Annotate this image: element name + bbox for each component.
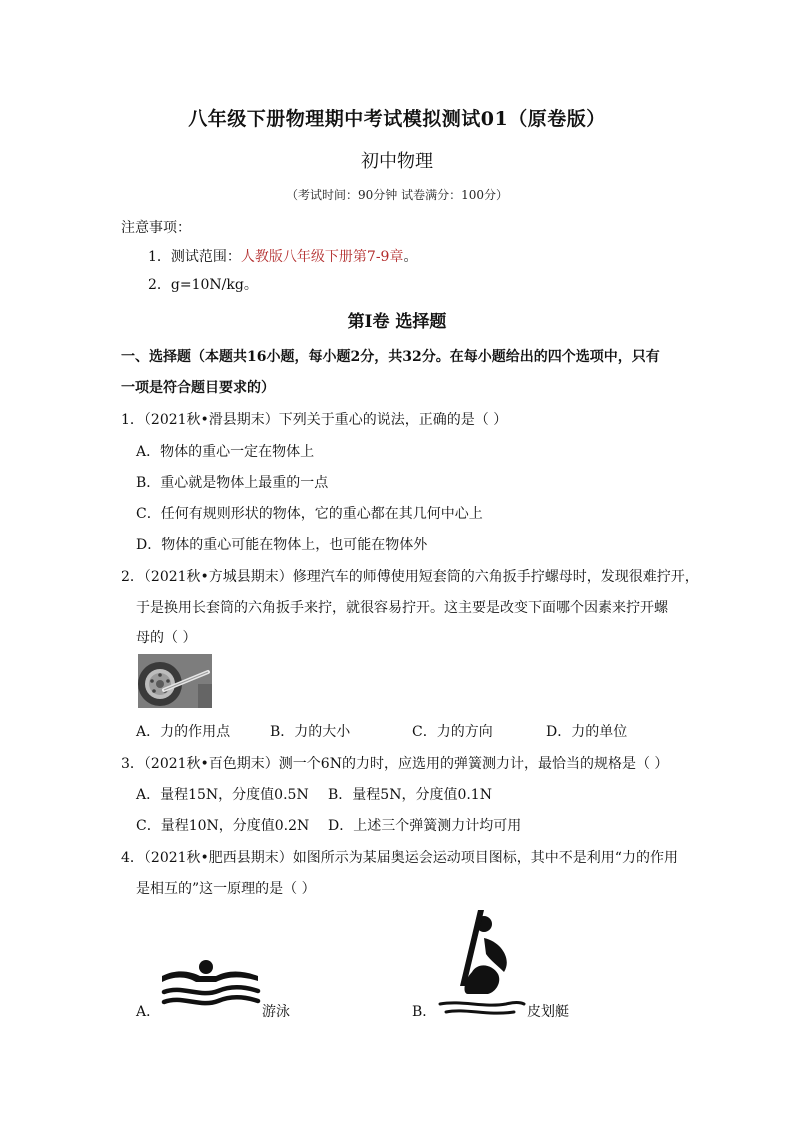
canoe-pictogram-icon <box>432 908 528 1020</box>
question-1-stem: 1．（2021秋•滑县期末）下列关于重心的说法，正确的是（ ） <box>121 412 508 428</box>
question-4-option-b-label: 皮划艇 <box>527 1004 569 1020</box>
question-2-stem-line3: 母的（ ） <box>136 630 197 646</box>
question-2-option-d: D．力的单位 <box>546 724 628 740</box>
note-item-2: 2．g=10N/kg。 <box>148 277 258 293</box>
exam-info: （考试时间：90分钟 试卷满分：100分） <box>286 188 508 202</box>
question-2-stem-line1: 2．（2021秋•方城县期末）修理汽车的师傅使用短套筒的六角扳手拧螺母时，发现很难拧开， <box>121 569 699 585</box>
question-2-option-c: C．力的方向 <box>412 724 493 740</box>
question-4-stem-line1: 4．（2021秋•肥西县期末）如图所示为某届奥运会运动项目图标，其中不是利用“力的作用 <box>121 850 678 866</box>
question-2-option-b: B．力的大小 <box>270 724 351 740</box>
question-1-option-b: B．重心就是物体上最重的一点 <box>136 475 329 491</box>
note-item-1 <box>148 246 417 266</box>
section-intro-line2: 一项是符合题目要求的） <box>121 380 275 396</box>
wrench-on-wheel-photo <box>138 654 212 708</box>
page-subtitle: 初中物理 <box>361 151 433 172</box>
question-3-stem: 3．（2021秋•百色期末）测一个6N的力时，应选用的弹簧测力计，最恰当的规格是（ ） <box>121 756 669 772</box>
question-3-option-b: B．量程5N，分度值0.1N <box>328 787 492 803</box>
note-item-1-prefix: 1．测试范围： <box>148 249 241 265</box>
question-3-option-d: D．上述三个弹簧测力计均可用 <box>328 818 522 834</box>
question-1-option-a: A．物体的重心一定在物体上 <box>136 444 315 460</box>
note-item-1-highlight: 人教版八年级下册第7-9章 <box>240 249 404 265</box>
question-3-option-a: A．量程15N，分度值0.5N <box>136 787 309 803</box>
question-1-option-c: C．任何有规则形状的物体，它的重心都在其几何中心上 <box>136 506 483 522</box>
question-4-option-a-label: 游泳 <box>262 1004 290 1020</box>
question-2-option-a: A．力的作用点 <box>136 724 231 740</box>
section-title: 第Ⅰ卷 选择题 <box>347 312 447 332</box>
swimming-pictogram-icon <box>158 954 264 1020</box>
section-intro-line1: 一、选择题（本题共16小题，每小题2分，共32分。在每小题给出的四个选项中，只有 <box>121 349 660 365</box>
question-4-stem-line2: 是相互的”这一原理的是（ ） <box>136 881 316 897</box>
notes-heading: 注意事项： <box>121 220 191 236</box>
page-title: 八年级下册物理期中考试模拟测试01（原卷版） <box>188 108 606 130</box>
question-3-option-c: C．量程10N，分度值0.2N <box>136 818 310 834</box>
question-4-option-b-letter: B． <box>412 1004 437 1020</box>
question-2-stem-line2: 于是换用长套筒的六角扳手来拧，就很容易拧开。这主要是改变下面哪个因素来拧开螺 <box>136 600 668 616</box>
question-1-option-d: D．物体的重心可能在物体上，也可能在物体外 <box>136 537 428 553</box>
question-4-option-a-letter: A． <box>136 1004 161 1020</box>
note-item-1-suffix: 。 <box>403 249 418 265</box>
